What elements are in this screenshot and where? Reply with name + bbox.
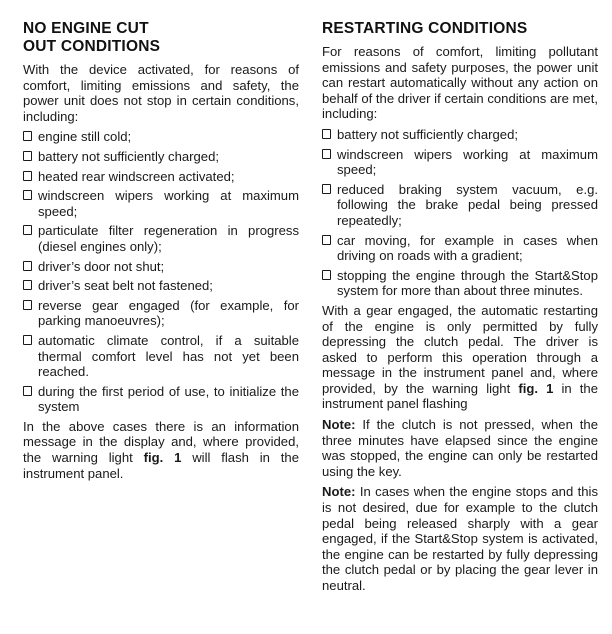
list-item: [23, 259, 299, 275]
checkbox-bullet-icon: [23, 386, 32, 396]
checkbox-bullet-icon: [23, 131, 32, 141]
list-item: [23, 149, 299, 165]
checkbox-bullet-icon: [322, 129, 331, 139]
note-label: Note:: [322, 484, 356, 500]
gear-engaged-paragraph: [322, 303, 598, 412]
list-item: [23, 384, 299, 415]
list-item: [322, 147, 598, 178]
cutout-conditions-list: [23, 129, 299, 415]
note-text: In cases when the engine stops and this is not desired, due for example to the clutch pedal being released sharply with a gear engaged, if the Start&Stop system is activated, the engine can be restarted by fully depressing the clutch pedal or by placing the gear lever in neutral.: [322, 484, 598, 593]
checkbox-bullet-icon: [23, 225, 32, 235]
list-item: [322, 127, 598, 143]
list-item: [322, 182, 598, 229]
list-item-text: reduced braking system vacuum, e.g. following the brake pedal being pressed repeatedly;: [337, 181, 598, 228]
list-item: [322, 233, 598, 264]
list-item-text: during the first period of use, to initialize the system: [38, 383, 299, 415]
list-item: [23, 129, 299, 145]
outro-text-end: will flash in the instrument panel.: [23, 450, 299, 481]
list-item-text: windscreen wipers working at maximum speed;: [38, 188, 299, 219]
checkbox-bullet-icon: [23, 261, 32, 271]
list-item-text: car moving, for example in cases when driving on roads with a gradient;: [337, 232, 598, 264]
checkbox-bullet-icon: [23, 335, 32, 345]
list-item-text: engine still cold;: [38, 129, 132, 145]
no-engine-cutout-section: [23, 20, 299, 486]
section-heading-restarting: RESTARTING CONDITIONS: [322, 20, 528, 37]
figure-reference: fig. 1: [143, 450, 182, 466]
intro-paragraph: For reasons of comfort, limiting pollutant emissions and safety purposes, the power unit can restart automatically without any action on behalf of the driver if certain conditions are met, including:: [322, 44, 598, 122]
paragraph-text-end: in the instrument panel flashing: [322, 380, 598, 412]
outro-paragraph: [23, 419, 299, 481]
list-item: [23, 169, 299, 185]
restarting-conditions-section: [322, 20, 598, 599]
list-item-text: driver’s seat belt not fastened;: [38, 278, 213, 294]
note-text: If the clutch is not pressed, when the three minutes have elapsed since the engine was stopped, the engine can only be restarted using the key.: [322, 417, 598, 479]
restart-conditions-list: [322, 127, 598, 299]
list-item-text: reverse gear engaged (for example, for parking manoeuvres);: [38, 297, 299, 329]
list-item: [23, 333, 299, 380]
checkbox-bullet-icon: [322, 270, 331, 280]
intro-paragraph: With the device activated, for reasons of comfort, limiting emissions and safety, the power unit does not stop in certain conditions, including:: [23, 62, 299, 124]
checkbox-bullet-icon: [23, 171, 32, 181]
checkbox-bullet-icon: [23, 300, 32, 310]
list-item-text: battery not sufficiently charged;: [337, 126, 518, 142]
note-engine-stop: [322, 484, 598, 593]
paragraph-text: With a gear engaged, the automatic restarting of the engine is only permitted by fully depressing the clutch pedal. The driver is asked to perform this operation through a message in the instrument panel and, where provided, by the warning light: [322, 302, 598, 396]
figure-reference: fig. 1: [518, 380, 554, 396]
list-item: [23, 188, 299, 219]
list-item: [23, 223, 299, 254]
checkbox-bullet-icon: [322, 184, 331, 194]
checkbox-bullet-icon: [23, 151, 32, 161]
list-item: [23, 298, 299, 329]
list-item-text: battery not sufficiently charged;: [38, 148, 219, 164]
list-item-text: heated rear windscreen activated;: [38, 168, 235, 184]
checkbox-bullet-icon: [322, 149, 331, 159]
list-item-text: automatic climate control, if a suitable thermal comfort level has not yet been reached.: [38, 332, 299, 380]
list-item-text: windscreen wipers working at maximum speed;: [337, 146, 598, 178]
list-item-text: stopping the engine through the Start&Stop system for more than about three minutes.: [337, 267, 598, 299]
checkbox-bullet-icon: [23, 280, 32, 290]
list-item-text: particulate filter regeneration in progress (diesel engines only);: [38, 223, 299, 254]
list-item: [23, 278, 299, 294]
note-clutch-not-pressed: [322, 417, 598, 479]
checkbox-bullet-icon: [322, 235, 331, 245]
checkbox-bullet-icon: [23, 190, 32, 200]
list-item: [322, 268, 598, 299]
note-label: Note:: [322, 417, 356, 433]
list-item-text: driver’s door not shut;: [38, 258, 165, 274]
outro-text: In the above cases there is an information message in the display and, where provided, the warning light: [23, 418, 299, 466]
section-heading-no-engine-cutout: NO ENGINE CUT OUT CONDITIONS: [23, 20, 161, 55]
